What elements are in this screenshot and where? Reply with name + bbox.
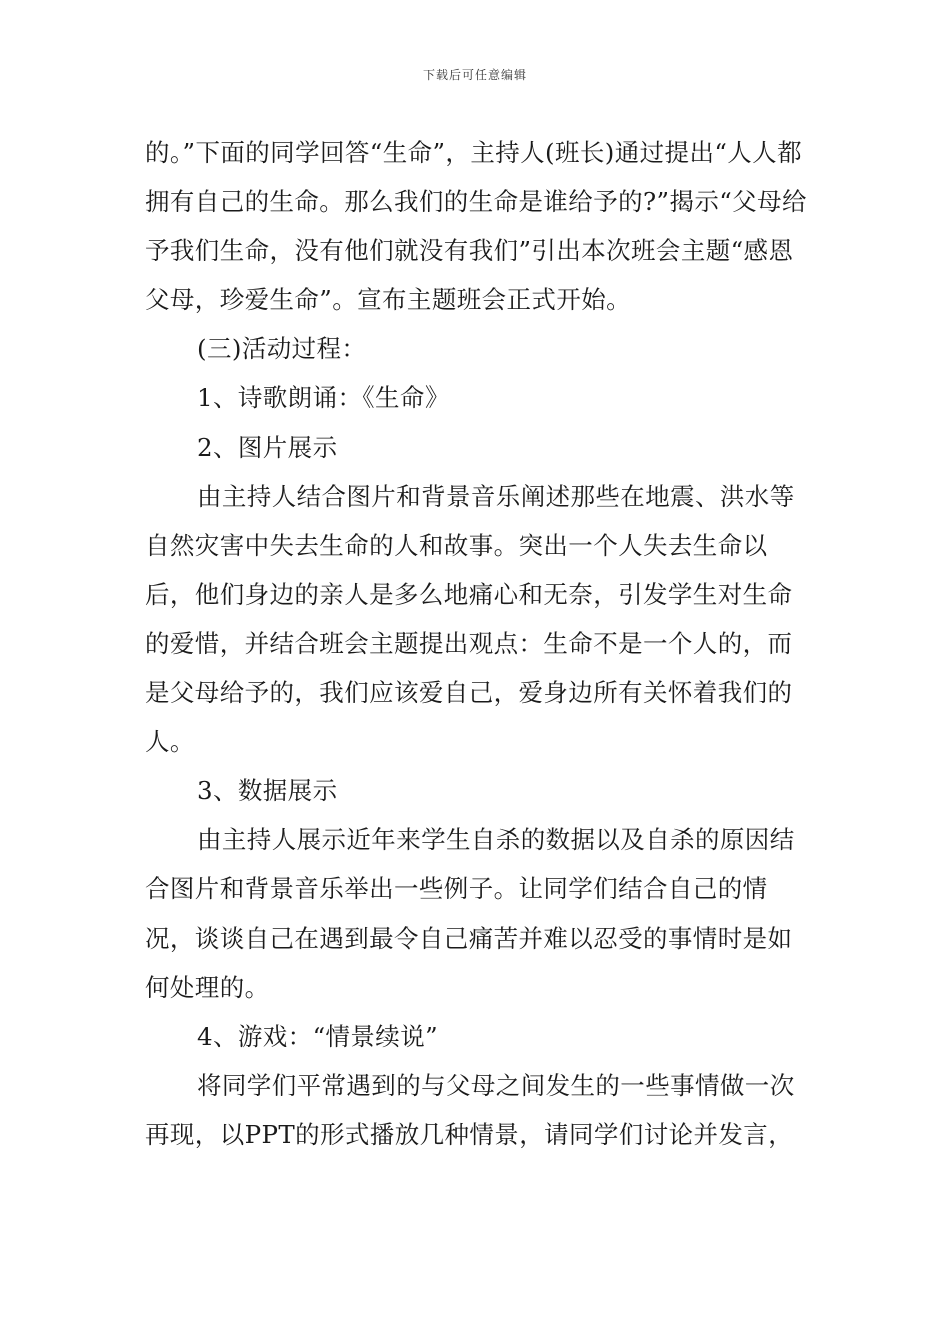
paragraph-continuation: 的。”下面的同学回答“生命”，主持人(班长)通过提出“人人都拥有自己的生命。那么我们的生命是谁给予的?”揭示“父母给予我们生命，没有他们就没有我们”引出本次班会主题“感恩父母，珍爱生命”。宣布主题班会正式开始。 (145, 138, 807, 315)
list-item-data-display: 3、数据展示 (197, 776, 338, 806)
paragraph-game: 将同学们平常遇到的与父母之间发生的一些事情做一次再现，以PPT的形式播放几种情景，请同学们讨论并发言， (145, 1070, 795, 1149)
list-item-poem-recitation: 1、诗歌朗诵：《生命》 (197, 383, 450, 413)
paragraph-picture-display: 由主持人结合图片和背景音乐阐述那些在地震、洪水等自然灾害中失去生命的人和故事。突出一个人失去生命以后，他们身边的亲人是多么地痛心和无奈，引发学生对生命的爱惜，并结合班会主题提出观点：生命不是一个人的，而是父母给予的，我们应该爱自己，爱身边所有关怀着我们的人。 (145, 481, 795, 757)
list-item-picture-display: 2、图片展示 (197, 432, 338, 462)
section-heading-activity-process: (三)活动过程： (197, 334, 367, 364)
document-body (145, 128, 813, 1159)
page-header: 下载后可任意编辑 (422, 68, 527, 82)
paragraph-data-display: 由主持人展示近年来学生自杀的数据以及自杀的原因结合图片和背景音乐举出一些例子。让同学们结合自己的情况，谈谈自己在遇到最令自己痛苦并难以忍受的事情时是如何处理的。 (145, 825, 795, 1002)
list-item-game: 4、游戏：“情景续说” (197, 1021, 439, 1051)
